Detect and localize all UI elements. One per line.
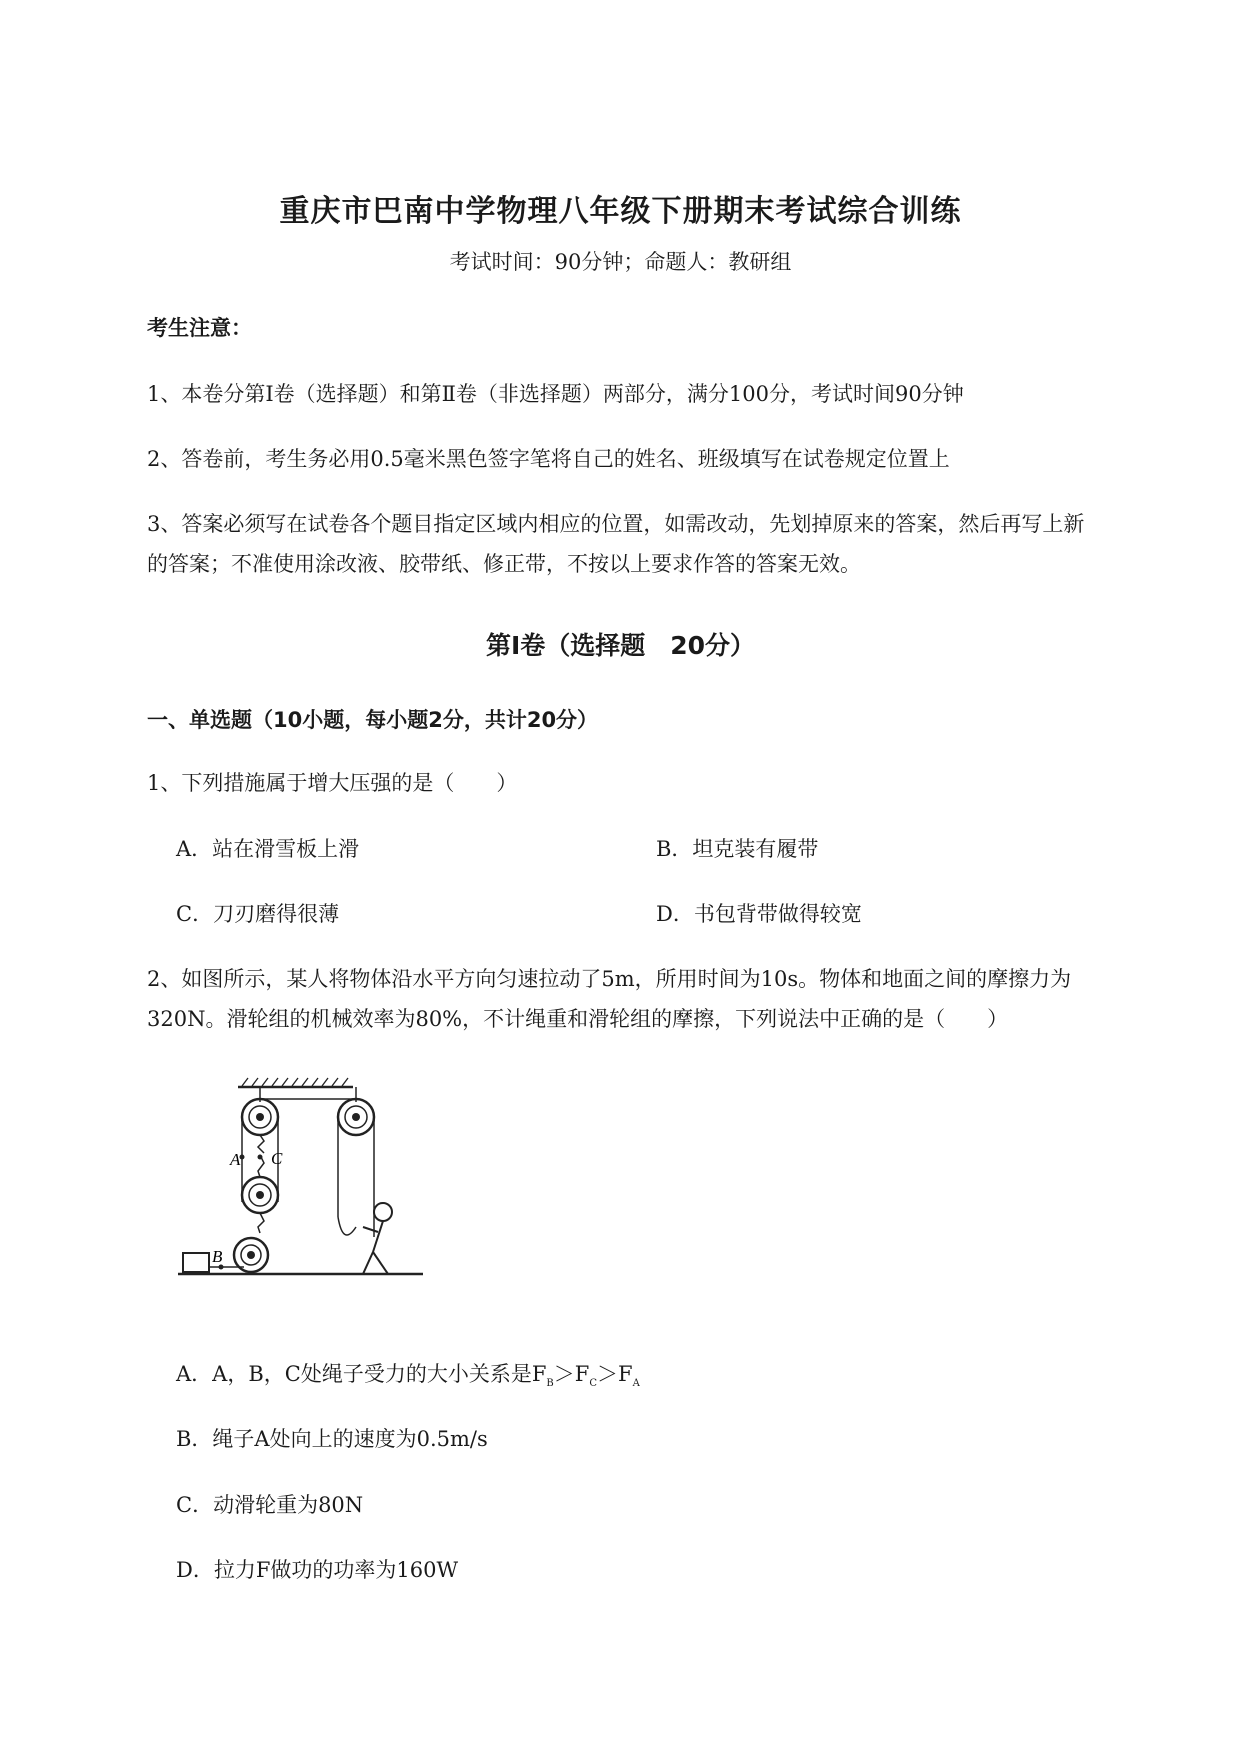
notice-heading: 考生注意： [147, 316, 252, 340]
part-heading: 一、单选题（10小题，每小题2分，共计20分） [147, 708, 599, 732]
question-1-stem: 1、下列措施属于增大压强的是（ ） [147, 771, 518, 795]
notice-item-3-cont: 的答案；不准使用涂改液、胶带纸、修正带，不按以上要求作答的答案无效。 [147, 552, 861, 576]
exam-info: 考试时间：90分钟；命题人：教研组 [449, 250, 792, 274]
question-2-option-c[interactable]: C．动滑轮重为80N [176, 1493, 364, 1517]
page-title: 重庆市巴南中学物理八年级下册期末考试综合训练 [279, 194, 962, 229]
question-1-option-c[interactable]: C．刀刃磨得很薄 [176, 902, 340, 926]
subscript-c: C [589, 1378, 597, 1390]
option-a-text: A．A，B，C处绳子受力的大小关系是F [176, 1362, 547, 1386]
question-2-option-a[interactable] [176, 1358, 640, 1389]
pulley-system-figure [178, 1077, 438, 1307]
question-2-stem-line1: 2、如图所示，某人将物体沿水平方向匀速拉动了5m，所用时间为10s。物体和地面之间的摩擦力为 [147, 967, 1072, 991]
option-a-gt-2: ＞F [597, 1362, 633, 1386]
section-title: 第I卷（选择题 20分） [485, 631, 756, 660]
notice-item-1: 1、本卷分第I卷（选择题）和第Ⅱ卷（非选择题）两部分，满分100分，考试时间90分钟 [147, 382, 964, 406]
question-1-option-a[interactable]: A．站在滑雪板上滑 [176, 837, 360, 861]
figure-label-a: A [230, 1150, 241, 1169]
question-2-stem-line2: 320N。滑轮组的机械效率为80%，不计绳重和滑轮组的摩擦，下列说法中正确的是（ ） [147, 1007, 1009, 1031]
question-2-option-d[interactable]: D．拉力F做功的功率为160W [176, 1558, 459, 1582]
subscript-b: B [546, 1378, 554, 1390]
figure-label-c: C [271, 1149, 283, 1168]
notice-item-3: 3、答案必须写在试卷各个题目指定区域内相应的位置，如需改动，先划掉原来的答案，然后再写上新 [147, 512, 1085, 536]
question-2-option-b[interactable]: B．绳子A处向上的速度为0.5m/s [176, 1427, 488, 1451]
question-1-option-b[interactable]: B．坦克装有履带 [656, 837, 819, 861]
option-a-gt: ＞F [553, 1362, 590, 1386]
notice-item-2: 2、答卷前，考生务必用0.5毫米黑色签字笔将自己的姓名、班级填写在试卷规定位置上 [147, 447, 950, 471]
question-1-option-d[interactable]: D．书包背带做得较宽 [656, 902, 862, 926]
figure-label-b: B [212, 1247, 223, 1266]
subscript-a: A [632, 1378, 640, 1390]
